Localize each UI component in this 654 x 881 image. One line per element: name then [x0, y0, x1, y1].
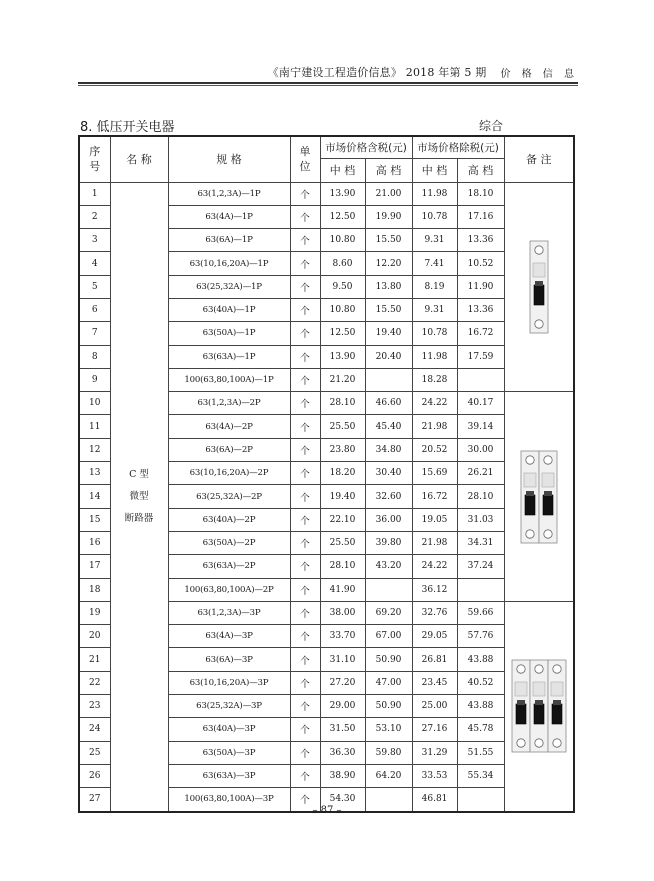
spec-cell: 63(1,2,3A)—3P: [168, 601, 290, 624]
unit-cell: 个: [290, 555, 320, 578]
price-incl-high: 69.20: [365, 601, 412, 624]
product-name: [110, 182, 168, 812]
header-incl-mid: 中 档: [320, 158, 365, 182]
price-excl-high: 40.17: [457, 392, 504, 415]
header-excl-tax: 市场价格除税(元): [412, 136, 504, 158]
unit-cell: 个: [290, 625, 320, 648]
price-incl-mid: 38.00: [320, 601, 365, 624]
spec-cell: 63(1,2,3A)—2P: [168, 392, 290, 415]
price-table: [78, 135, 575, 813]
price-incl-high: 15.50: [365, 298, 412, 321]
price-incl-high: 36.00: [365, 508, 412, 531]
price-excl-mid: 29.05: [412, 625, 457, 648]
price-incl-mid: 25.50: [320, 531, 365, 554]
price-incl-mid: 54.30: [320, 788, 365, 812]
row-number: 18: [79, 578, 110, 601]
price-excl-high: 37.24: [457, 555, 504, 578]
page-header: [78, 58, 578, 80]
row-number: 13: [79, 462, 110, 485]
price-excl-high: 16.72: [457, 322, 504, 345]
price-table-body: [79, 182, 574, 812]
price-incl-mid: 18.20: [320, 462, 365, 485]
price-incl-high: 32.60: [365, 485, 412, 508]
price-excl-mid: 10.78: [412, 205, 457, 228]
price-incl-mid: 13.90: [320, 182, 365, 205]
price-excl-high: 28.10: [457, 485, 504, 508]
unit-cell: 个: [290, 182, 320, 205]
row-number: 7: [79, 322, 110, 345]
price-table-wrapper: [78, 135, 573, 807]
spec-cell: 63(40A)—1P: [168, 298, 290, 321]
header-remark: 备 注: [504, 136, 574, 182]
unit-cell: 个: [290, 415, 320, 438]
page-number: – 87 –: [312, 805, 342, 816]
price-incl-high: 59.80: [365, 741, 412, 764]
spec-cell: 63(25,32A)—2P: [168, 485, 290, 508]
product-name-line: C 型: [129, 468, 149, 480]
price-excl-mid: 32.76: [412, 601, 457, 624]
price-incl-high: 67.00: [365, 625, 412, 648]
unit-cell: 个: [290, 531, 320, 554]
price-excl-mid: 31.29: [412, 741, 457, 764]
header-name: 名 称: [110, 136, 168, 182]
price-excl-mid: 11.98: [412, 182, 457, 205]
price-excl-high: 40.52: [457, 671, 504, 694]
section-note: 综合: [479, 119, 504, 133]
price-incl-high: 46.60: [365, 392, 412, 415]
price-excl-mid: 15.69: [412, 462, 457, 485]
price-incl-high: 50.90: [365, 695, 412, 718]
row-number: 19: [79, 601, 110, 624]
price-excl-high: 59.66: [457, 601, 504, 624]
row-number: 2: [79, 205, 110, 228]
price-incl-mid: 38.90: [320, 764, 365, 787]
header-spec: 规 格: [168, 136, 290, 182]
price-excl-high: 26.21: [457, 462, 504, 485]
header-excl-mid: 中 档: [412, 158, 457, 182]
unit-cell: 个: [290, 601, 320, 624]
unit-cell: 个: [290, 485, 320, 508]
spec-cell: 63(63A)—2P: [168, 555, 290, 578]
price-excl-high: 45.78: [457, 718, 504, 741]
price-incl-high: 19.90: [365, 205, 412, 228]
row-number: 6: [79, 298, 110, 321]
price-incl-high: 12.20: [365, 252, 412, 275]
unit-cell: 个: [290, 345, 320, 368]
price-incl-mid: 12.50: [320, 322, 365, 345]
price-excl-mid: 7.41: [412, 252, 457, 275]
unit-cell: 个: [290, 438, 320, 461]
spec-cell: 63(4A)—3P: [168, 625, 290, 648]
price-excl-mid: 24.22: [412, 392, 457, 415]
unit-cell: 个: [290, 275, 320, 298]
spec-cell: 100(63,80,100A)—1P: [168, 368, 290, 391]
header-excl-high: 高 档: [457, 158, 504, 182]
price-incl-high: 21.00: [365, 182, 412, 205]
publication-title: 《南宁建设工程造价信息》 2018 年第 5 期: [267, 66, 487, 79]
row-number: 14: [79, 485, 110, 508]
price-incl-high: 64.20: [365, 764, 412, 787]
price-incl-mid: 8.60: [320, 252, 365, 275]
remark-cell: [504, 182, 574, 392]
spec-cell: 63(10,16,20A)—2P: [168, 462, 290, 485]
price-excl-high: 51.55: [457, 741, 504, 764]
price-excl-high: [457, 368, 504, 391]
price-incl-mid: 28.10: [320, 555, 365, 578]
price-excl-mid: 36.12: [412, 578, 457, 601]
price-excl-mid: 18.28: [412, 368, 457, 391]
row-number: 24: [79, 718, 110, 741]
price-incl-high: [365, 368, 412, 391]
price-incl-mid: 33.70: [320, 625, 365, 648]
price-excl-high: [457, 578, 504, 601]
spec-cell: 63(4A)—2P: [168, 415, 290, 438]
unit-cell: 个: [290, 764, 320, 787]
unit-cell: 个: [290, 252, 320, 275]
price-incl-mid: 31.10: [320, 648, 365, 671]
unit-cell: 个: [290, 368, 320, 391]
price-excl-high: 17.59: [457, 345, 504, 368]
price-excl-high: 34.31: [457, 531, 504, 554]
price-incl-mid: 19.40: [320, 485, 365, 508]
price-incl-mid: 25.50: [320, 415, 365, 438]
header-incl-high: 高 档: [365, 158, 412, 182]
unit-cell: 个: [290, 392, 320, 415]
price-incl-high: 53.10: [365, 718, 412, 741]
spec-cell: 63(10,16,20A)—3P: [168, 671, 290, 694]
price-excl-high: 55.34: [457, 764, 504, 787]
header-index-1: 序: [89, 145, 101, 159]
price-incl-mid: 9.50: [320, 275, 365, 298]
price-excl-mid: 20.52: [412, 438, 457, 461]
section-title: 8. 低压开关电器: [80, 120, 175, 135]
unit-cell: 个: [290, 229, 320, 252]
price-incl-high: 30.40: [365, 462, 412, 485]
header-unit: [290, 136, 320, 182]
price-excl-mid: 9.31: [412, 229, 457, 252]
price-excl-mid: 27.16: [412, 718, 457, 741]
row-number: 23: [79, 695, 110, 718]
spec-cell: 63(40A)—2P: [168, 508, 290, 531]
price-incl-high: 43.20: [365, 555, 412, 578]
spec-cell: 100(63,80,100A)—3P: [168, 788, 290, 812]
price-excl-mid: 25.00: [412, 695, 457, 718]
unit-cell: 个: [290, 322, 320, 345]
price-excl-mid: 11.98: [412, 345, 457, 368]
price-incl-mid: 12.50: [320, 205, 365, 228]
row-number: 15: [79, 508, 110, 531]
unit-cell: 个: [290, 718, 320, 741]
product-name-line: 微型: [129, 490, 149, 502]
spec-cell: 63(63A)—1P: [168, 345, 290, 368]
spec-cell: 63(25,32A)—1P: [168, 275, 290, 298]
price-excl-high: 43.88: [457, 695, 504, 718]
price-incl-mid: 10.80: [320, 298, 365, 321]
row-number: 21: [79, 648, 110, 671]
row-number: 3: [79, 229, 110, 252]
price-excl-high: 13.36: [457, 298, 504, 321]
price-incl-mid: 23.80: [320, 438, 365, 461]
price-excl-high: 13.36: [457, 229, 504, 252]
spec-cell: 63(50A)—1P: [168, 322, 290, 345]
product-name-line: 断路器: [124, 512, 154, 524]
spec-cell: 100(63,80,100A)—2P: [168, 578, 290, 601]
spec-cell: 63(6A)—3P: [168, 648, 290, 671]
unit-cell: 个: [290, 671, 320, 694]
spec-cell: 63(10,16,20A)—1P: [168, 252, 290, 275]
spec-cell: 63(63A)—3P: [168, 764, 290, 787]
price-incl-high: 15.50: [365, 229, 412, 252]
price-excl-mid: 23.45: [412, 671, 457, 694]
spec-cell: 63(6A)—1P: [168, 229, 290, 252]
spec-cell: 63(4A)—1P: [168, 205, 290, 228]
unit-cell: 个: [290, 741, 320, 764]
price-incl-mid: 29.00: [320, 695, 365, 718]
spec-cell: 63(50A)—2P: [168, 531, 290, 554]
price-incl-high: 20.40: [365, 345, 412, 368]
row-number: 5: [79, 275, 110, 298]
price-incl-mid: 10.80: [320, 229, 365, 252]
header-rule: [78, 82, 578, 84]
price-incl-high: 13.80: [365, 275, 412, 298]
price-excl-mid: 10.78: [412, 322, 457, 345]
header-index-2: 号: [89, 160, 101, 174]
price-excl-high: 30.00: [457, 438, 504, 461]
row-number: 11: [79, 415, 110, 438]
price-incl-high: 47.00: [365, 671, 412, 694]
header-unit-1: 单: [299, 145, 311, 159]
price-excl-high: 43.88: [457, 648, 504, 671]
header-unit-2: 位: [299, 160, 311, 174]
spec-cell: 63(1,2,3A)—1P: [168, 182, 290, 205]
price-incl-mid: 31.50: [320, 718, 365, 741]
unit-cell: 个: [290, 462, 320, 485]
table-row: [79, 182, 574, 205]
price-incl-high: 50.90: [365, 648, 412, 671]
price-excl-mid: 46.81: [412, 788, 457, 812]
price-incl-high: 45.40: [365, 415, 412, 438]
row-number: 4: [79, 252, 110, 275]
price-excl-high: 10.52: [457, 252, 504, 275]
row-number: 1: [79, 182, 110, 205]
row-number: 17: [79, 555, 110, 578]
price-excl-mid: 16.72: [412, 485, 457, 508]
unit-cell: 个: [290, 298, 320, 321]
row-number: 10: [79, 392, 110, 415]
header-index: [79, 136, 110, 182]
price-incl-mid: 41.90: [320, 578, 365, 601]
price-incl-high: 19.40: [365, 322, 412, 345]
spec-cell: 63(6A)—2P: [168, 438, 290, 461]
price-incl-high: 34.80: [365, 438, 412, 461]
unit-cell: 个: [290, 578, 320, 601]
price-excl-mid: 21.98: [412, 415, 457, 438]
price-excl-mid: 33.53: [412, 764, 457, 787]
price-incl-mid: 36.30: [320, 741, 365, 764]
price-excl-mid: 24.22: [412, 555, 457, 578]
price-incl-high: 39.80: [365, 531, 412, 554]
row-number: 16: [79, 531, 110, 554]
row-number: 8: [79, 345, 110, 368]
remark-cell: [504, 392, 574, 602]
header-incl-tax: 市场价格含税(元): [320, 136, 412, 158]
unit-cell: 个: [290, 648, 320, 671]
header-rule-thin: [78, 85, 578, 86]
row-number: 27: [79, 788, 110, 812]
price-incl-high: [365, 578, 412, 601]
price-excl-mid: 9.31: [412, 298, 457, 321]
price-excl-high: 11.90: [457, 275, 504, 298]
price-excl-high: 18.10: [457, 182, 504, 205]
price-excl-high: 57.76: [457, 625, 504, 648]
price-excl-high: 31.03: [457, 508, 504, 531]
3p-breaker-photo: [509, 656, 569, 756]
price-excl-mid: 8.19: [412, 275, 457, 298]
row-number: 20: [79, 625, 110, 648]
row-number: 26: [79, 764, 110, 787]
price-incl-mid: 27.20: [320, 671, 365, 694]
price-excl-high: 39.14: [457, 415, 504, 438]
section-label: 价 格 信 息: [500, 69, 578, 80]
unit-cell: 个: [290, 508, 320, 531]
row-number: 9: [79, 368, 110, 391]
price-incl-mid: 28.10: [320, 392, 365, 415]
price-incl-mid: 22.10: [320, 508, 365, 531]
price-incl-mid: 21.20: [320, 368, 365, 391]
unit-cell: 个: [290, 695, 320, 718]
price-incl-mid: 13.90: [320, 345, 365, 368]
price-excl-high: 17.16: [457, 205, 504, 228]
row-number: 12: [79, 438, 110, 461]
price-excl-mid: 19.05: [412, 508, 457, 531]
spec-cell: 63(50A)—3P: [168, 741, 290, 764]
unit-cell: 个: [290, 788, 320, 812]
spec-cell: 63(40A)—3P: [168, 718, 290, 741]
unit-cell: 个: [290, 205, 320, 228]
row-number: 25: [79, 741, 110, 764]
remark-cell: [504, 601, 574, 811]
1p-breaker-photo: [527, 237, 551, 337]
price-excl-mid: 26.81: [412, 648, 457, 671]
2p-breaker-photo: [518, 447, 560, 547]
spec-cell: 63(25,32A)—3P: [168, 695, 290, 718]
price-excl-mid: 21.98: [412, 531, 457, 554]
row-number: 22: [79, 671, 110, 694]
